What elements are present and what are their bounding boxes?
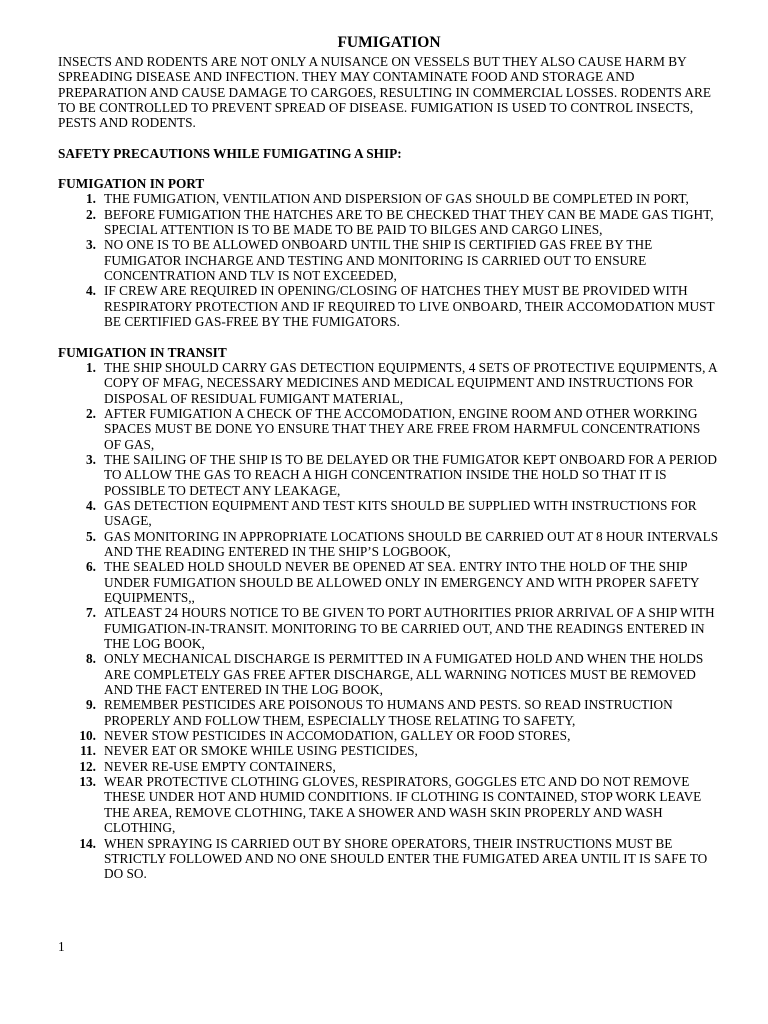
port-precautions-list [58, 191, 720, 329]
list-item-text: NEVER EAT OR SMOKE WHILE USING PESTICIDES, [104, 743, 418, 759]
intro-paragraph: INSECTS AND RODENTS ARE NOT ONLY A NUISANCE ON VESSELS BUT THEY ALSO CAUSE HARM BY SPREADING DISEASE AND INFECTION. THEY MAY CONTAMINATE FOOD AND STORAGE AND PREPARATION AND CAUSE DAMAGE TO CARGOES, RESULTING IN COMMERCIAL LOSSES. RODENTS ARE TO BE CONTROLLED TO PREVENT SPREAD OF DISEASE. FUMIGATION IS USED TO CONTROL INSECTS, PESTS AND RODENTS. [58, 54, 711, 131]
list-item [58, 836, 720, 882]
list-item [58, 283, 720, 329]
page-number: 1 [58, 939, 65, 954]
list-item [58, 697, 720, 728]
list-item-text: IF CREW ARE REQUIRED IN OPENING/CLOSING OF HATCHES THEY MUST BE PROVIDED WITH RESPIRATORY PROTECTION AND IF REQUIRED TO LIVE ONBOARD, THEIR ACCOMODATION MUST BE CERTIFIED GAS-FREE BY THE FUMIGATORS. [104, 283, 715, 330]
list-item-number: 8. [86, 651, 96, 667]
spacer [58, 330, 720, 345]
list-item-number: 3. [86, 451, 96, 467]
list-item-text: GAS MONITORING IN APPROPRIATE LOCATIONS SHOULD BE CARRIED OUT AT 8 HOUR INTERVALS AND THE READING ENTERED IN THE SHIP’S LOGBOOK, [104, 528, 719, 559]
list-item [58, 529, 720, 560]
list-item [58, 759, 720, 774]
list-item [58, 191, 720, 206]
list-item [58, 605, 720, 651]
spacer [58, 131, 720, 146]
list-item [58, 452, 720, 498]
list-item-text: REMEMBER PESTICIDES ARE POISONOUS TO HUMANS AND PESTS. SO READ INSTRUCTION PROPERLY AND FOLLOW THEM, ESPECIALLY THOSE RELATING TO SAFETY, [104, 697, 673, 728]
list-item-number: 1. [86, 191, 96, 207]
list-item-text: NO ONE IS TO BE ALLOWED ONBOARD UNTIL THE SHIP IS CERTIFIED GAS FREE BY THE FUMIGATOR INCHARGE AND TESTING AND MONITORING IS CARRIED OUT TO ENSURE CONCENTRATION AND TLV IS NOT EXCEEDED, [104, 237, 653, 284]
list-item [58, 774, 720, 835]
spacer [58, 161, 720, 176]
list-item [58, 743, 720, 758]
section-heading-port: FUMIGATION IN PORT [58, 176, 205, 192]
list-item-text: ATLEAST 24 HOURS NOTICE TO BE GIVEN TO PORT AUTHORITIES PRIOR ARRIVAL OF A SHIP WITH FUMIGATION-IN-TRANSIT. MONITORING TO BE CARRIED OUT, AND THE READINGS ENTERED IN THE LOG BOOK, [104, 605, 715, 652]
list-item-number: 2. [86, 206, 96, 222]
list-item-text: ONLY MECHANICAL DISCHARGE IS PERMITTED IN A FUMIGATED HOLD AND WHEN THE HOLDS ARE COMPLETELY GAS FREE AFTER DISCHARGE, ALL WARNING NOTICES MUST BE REMOVED AND THE FACT ENTERED IN THE LOG BOOK, [104, 651, 704, 698]
list-item [58, 237, 720, 283]
list-item [58, 728, 720, 743]
list-item-number: 9. [86, 697, 96, 713]
list-item [58, 406, 720, 452]
list-item-text: GAS DETECTION EQUIPMENT AND TEST KITS SHOULD BE SUPPLIED WITH INSTRUCTIONS FOR USAGE, [104, 497, 697, 529]
list-item-number: 2. [86, 405, 96, 421]
list-item-text: WEAR PROTECTIVE CLOTHING GLOVES, RESPIRATORS, GOGGLES ETC AND DO NOT REMOVE THESE UNDER HOT AND HUMID CONDITIONS. IF CLOTHING IS CONTAINED, STOP WORK LEAVE THE AREA, REMOVE CLOTHING, TAKE A SHOWER AND WASH SKIN PROPERLY AND WASH CLOTHING, [104, 774, 702, 836]
list-item-number: 4. [86, 497, 96, 513]
safety-heading: SAFETY PRECAUTIONS WHILE FUMIGATING A SHIP: [58, 145, 402, 161]
list-item-number: 7. [86, 605, 96, 621]
list-item-text: NEVER STOW PESTICIDES IN ACCOMODATION, GALLEY OR FOOD STORES, [104, 728, 571, 744]
list-item-number: 1. [86, 359, 96, 375]
list-item-number: 6. [86, 559, 96, 575]
list-item [58, 559, 720, 605]
list-item-number: 4. [86, 283, 96, 299]
transit-precautions-list [58, 360, 720, 882]
list-item-text: AFTER FUMIGATION A CHECK OF THE ACCOMODATION, ENGINE ROOM AND OTHER WORKING SPACES MUST BE DONE YO ENSURE THAT THEY ARE FREE FROM HARMFUL CONCENTRATIONS OF GAS, [104, 405, 701, 452]
list-item [58, 651, 720, 697]
list-item-text: WHEN SPRAYING IS CARRIED OUT BY SHORE OPERATORS, THEIR INSTRUCTIONS MUST BE STRICTLY FOLLOWED AND NO ONE SHOULD ENTER THE FUMIGATED AREA UNTIL IT IS SAFE TO DO SO. [104, 835, 708, 882]
list-item-number: 13. [79, 774, 96, 790]
list-item-text: BEFORE FUMIGATION THE HATCHES ARE TO BE CHECKED THAT THEY CAN BE MADE GAS TIGHT, SPECIAL ATTENTION IS TO BE MADE TO BE PAID TO BILGES AND CARGO LINES, [104, 206, 714, 238]
list-item-number: 10. [79, 728, 96, 744]
list-item [58, 360, 720, 406]
list-item-text: THE SAILING OF THE SHIP IS TO BE DELAYED OR THE FUMIGATOR KEPT ONBOARD FOR A PERIOD TO ALLOW THE GAS TO REACH A HIGH CONCENTRATION INSIDE THE HOLD SO THAT IT IS POSSIBLE TO DETECT ANY LEAKAGE, [104, 451, 717, 498]
list-item-text: THE SEALED HOLD SHOULD NEVER BE OPENED AT SEA. ENTRY INTO THE HOLD OF THE SHIP UNDER FUMIGATION SHOULD BE ALLOWED ONLY IN EMERGENCY AND WITH PROPER SAFETY EQUIPMENTS,, [104, 559, 699, 605]
document-page [58, 34, 720, 882]
list-item-number: 3. [86, 237, 96, 253]
list-item-number: 12. [79, 758, 96, 774]
list-item-number: 5. [86, 528, 96, 544]
list-item-number: 11. [80, 743, 96, 759]
list-item-text: NEVER RE-USE EMPTY CONTAINERS, [104, 758, 336, 774]
list-item-text: THE FUMIGATION, VENTILATION AND DISPERSION OF GAS SHOULD BE COMPLETED IN PORT, [104, 191, 689, 207]
list-item-text: THE SHIP SHOULD CARRY GAS DETECTION EQUIPMENTS, 4 SETS OF PROTECTIVE EQUIPMENTS, A COPY OF MFAG, NECESSARY MEDICINES AND MEDICAL EQUIPMENT AND INSTRUCTIONS FOR DISPOSAL OF RESIDUAL FUMIGANT MATERIAL, [104, 359, 717, 406]
list-item [58, 207, 720, 238]
list-item [58, 498, 720, 529]
list-item-number: 14. [79, 835, 96, 851]
document-title: FUMIGATION [337, 34, 441, 51]
section-heading-transit: FUMIGATION IN TRANSIT [58, 344, 227, 360]
